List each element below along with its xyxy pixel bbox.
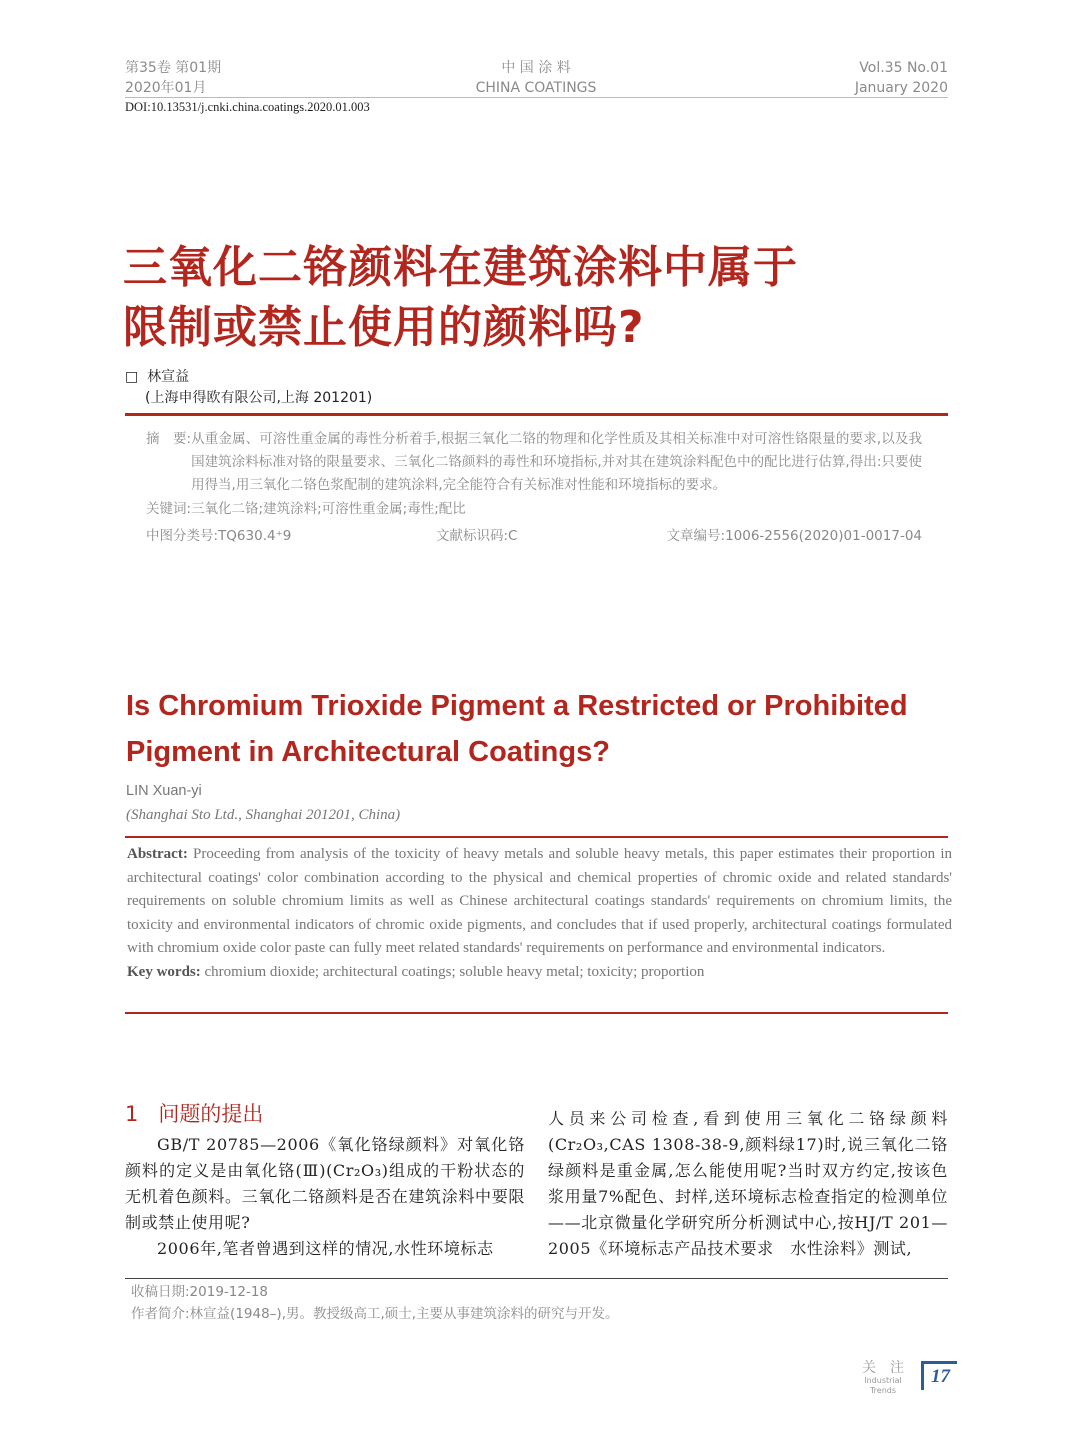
footer-section: 关 注 Industrial Trends: [862, 1360, 904, 1395]
header-divider: [125, 97, 948, 98]
footnote-divider: [125, 1278, 948, 1279]
section-heading: 1 问题的提出: [125, 1102, 264, 1126]
en-keywords: chromium dioxide; architectural coatings; soluble heavy metal; toxicity; proportion: [204, 963, 705, 980]
footnote: 收稿日期:2019-12-18 作者简介:林宣益(1948–),男。教授级高工,硕士,主要从事建筑涂料的研究与开发。: [131, 1284, 619, 1322]
en-abstract: Abstract: Proceeding from analysis of the toxicity of heavy metals and soluble heavy metals, this paper estimates their proportion in architectural coatings' color combination according to the physical and chemical properties of chromic oxide and related standards' requirements on soluble chromium limits as well as Chinese architectural coatings standards' requirements on chromium limits, the toxicity and environmental indicators of chromic oxide pigments, and concludes that if used properly, architectural coatings formulated with chromium oxide color paste can fully meet related standards' requirements on performance and environmental indicators. Key words: chromium dioxide; architectural coatings; soluble heavy metal; toxicity; proportion: [127, 846, 952, 980]
issue-info: 第35卷 第01期 2020年01月: [125, 60, 222, 96]
classification-row: 中图分类号:TQ630.4⁺9 文献标识码:C 文章编号:1006-2556(2020)01-0017-04: [146, 528, 922, 544]
en-author: LIN Xuan-yi: [126, 783, 202, 799]
zh-abstract: 摘 要: 从重金属、可溶性重金属的毒性分析着手,根据三氧化二铬的物理和化学性质及其相关标准中对可溶性铬限量的要求,以及我国建筑涂料标准对铬的限量要求、三氧化二铬颜料的毒性和环境指标,并对其在建筑涂料配色中的配比进行估算,得出:只要使用得当,用三氧化二铬色浆配制的建筑涂料,完全能符合有关标准对性能和环境指标的要求。 关键词:三氧化二铬;建筑涂料;可溶性重金属;毒性;配比 中图分类号:TQ630.4⁺9 文献标识码:C 文章编号:1006-2556(2020)01-0017-04: [146, 428, 922, 549]
red-divider: [125, 413, 948, 416]
en-affiliation: (Shanghai Sto Ltd., Shanghai 201201, China): [126, 807, 401, 823]
volume-info: Vol.35 No.01 January 2020: [854, 60, 948, 96]
page-number-box: [921, 1361, 957, 1390]
body-right-column: 人员来公司检查,看到使用三氧化二铬绿颜料(Cr₂O₃,CAS 1308-38-9,颜料绿17)时,说三氧化二铬绿颜料是重金属,怎么能使用呢?当时双方约定,按该色浆用量7%配色、封样,送环境标志检查指定的检测单位——北京微量化学研究所分析测试中心,按HJ/T 201—2005《环境标志产品技术要求 水性涂料》测试,: [548, 1109, 948, 1258]
red-divider: [125, 1012, 948, 1014]
journal-name: 中 国 涂 料 CHINA COATINGS: [475, 60, 597, 96]
red-divider: [125, 836, 948, 838]
body-left-column: GB/T 20785—2006《氧化铬绿颜料》对氧化铬颜料的定义是由氧化铬(Ⅲ)(Cr₂O₃)组成的干粉状态的无机着色颜料。三氧化二铬颜料是否在建筑涂料中要限制或禁止使用呢? 2006年,笔者曾遇到这样的情况,水性环境标志: [125, 1135, 525, 1258]
zh-title: 三氧化二铬颜料在建筑涂料中属于 限制或禁止使用的颜料吗?: [123, 242, 798, 353]
doi: DOI:10.13531/j.cnki.china.coatings.2020.01.003: [125, 100, 370, 114]
en-title: Is Chromium Trioxide Pigment a Restricted or Prohibited Pigment in Architectural Coatings?: [126, 690, 908, 768]
zh-keywords: 三氧化二铬;建筑涂料;可溶性重金属;毒性;配比: [191, 501, 466, 517]
zh-author: 林宣益: [147, 369, 190, 385]
page-number: 17: [931, 1366, 950, 1387]
zh-author-block: □ 林宣益 (上海申得欧有限公司,上海 201201): [125, 367, 372, 409]
zh-affiliation: (上海申得欧有限公司,上海 201201): [145, 390, 373, 406]
